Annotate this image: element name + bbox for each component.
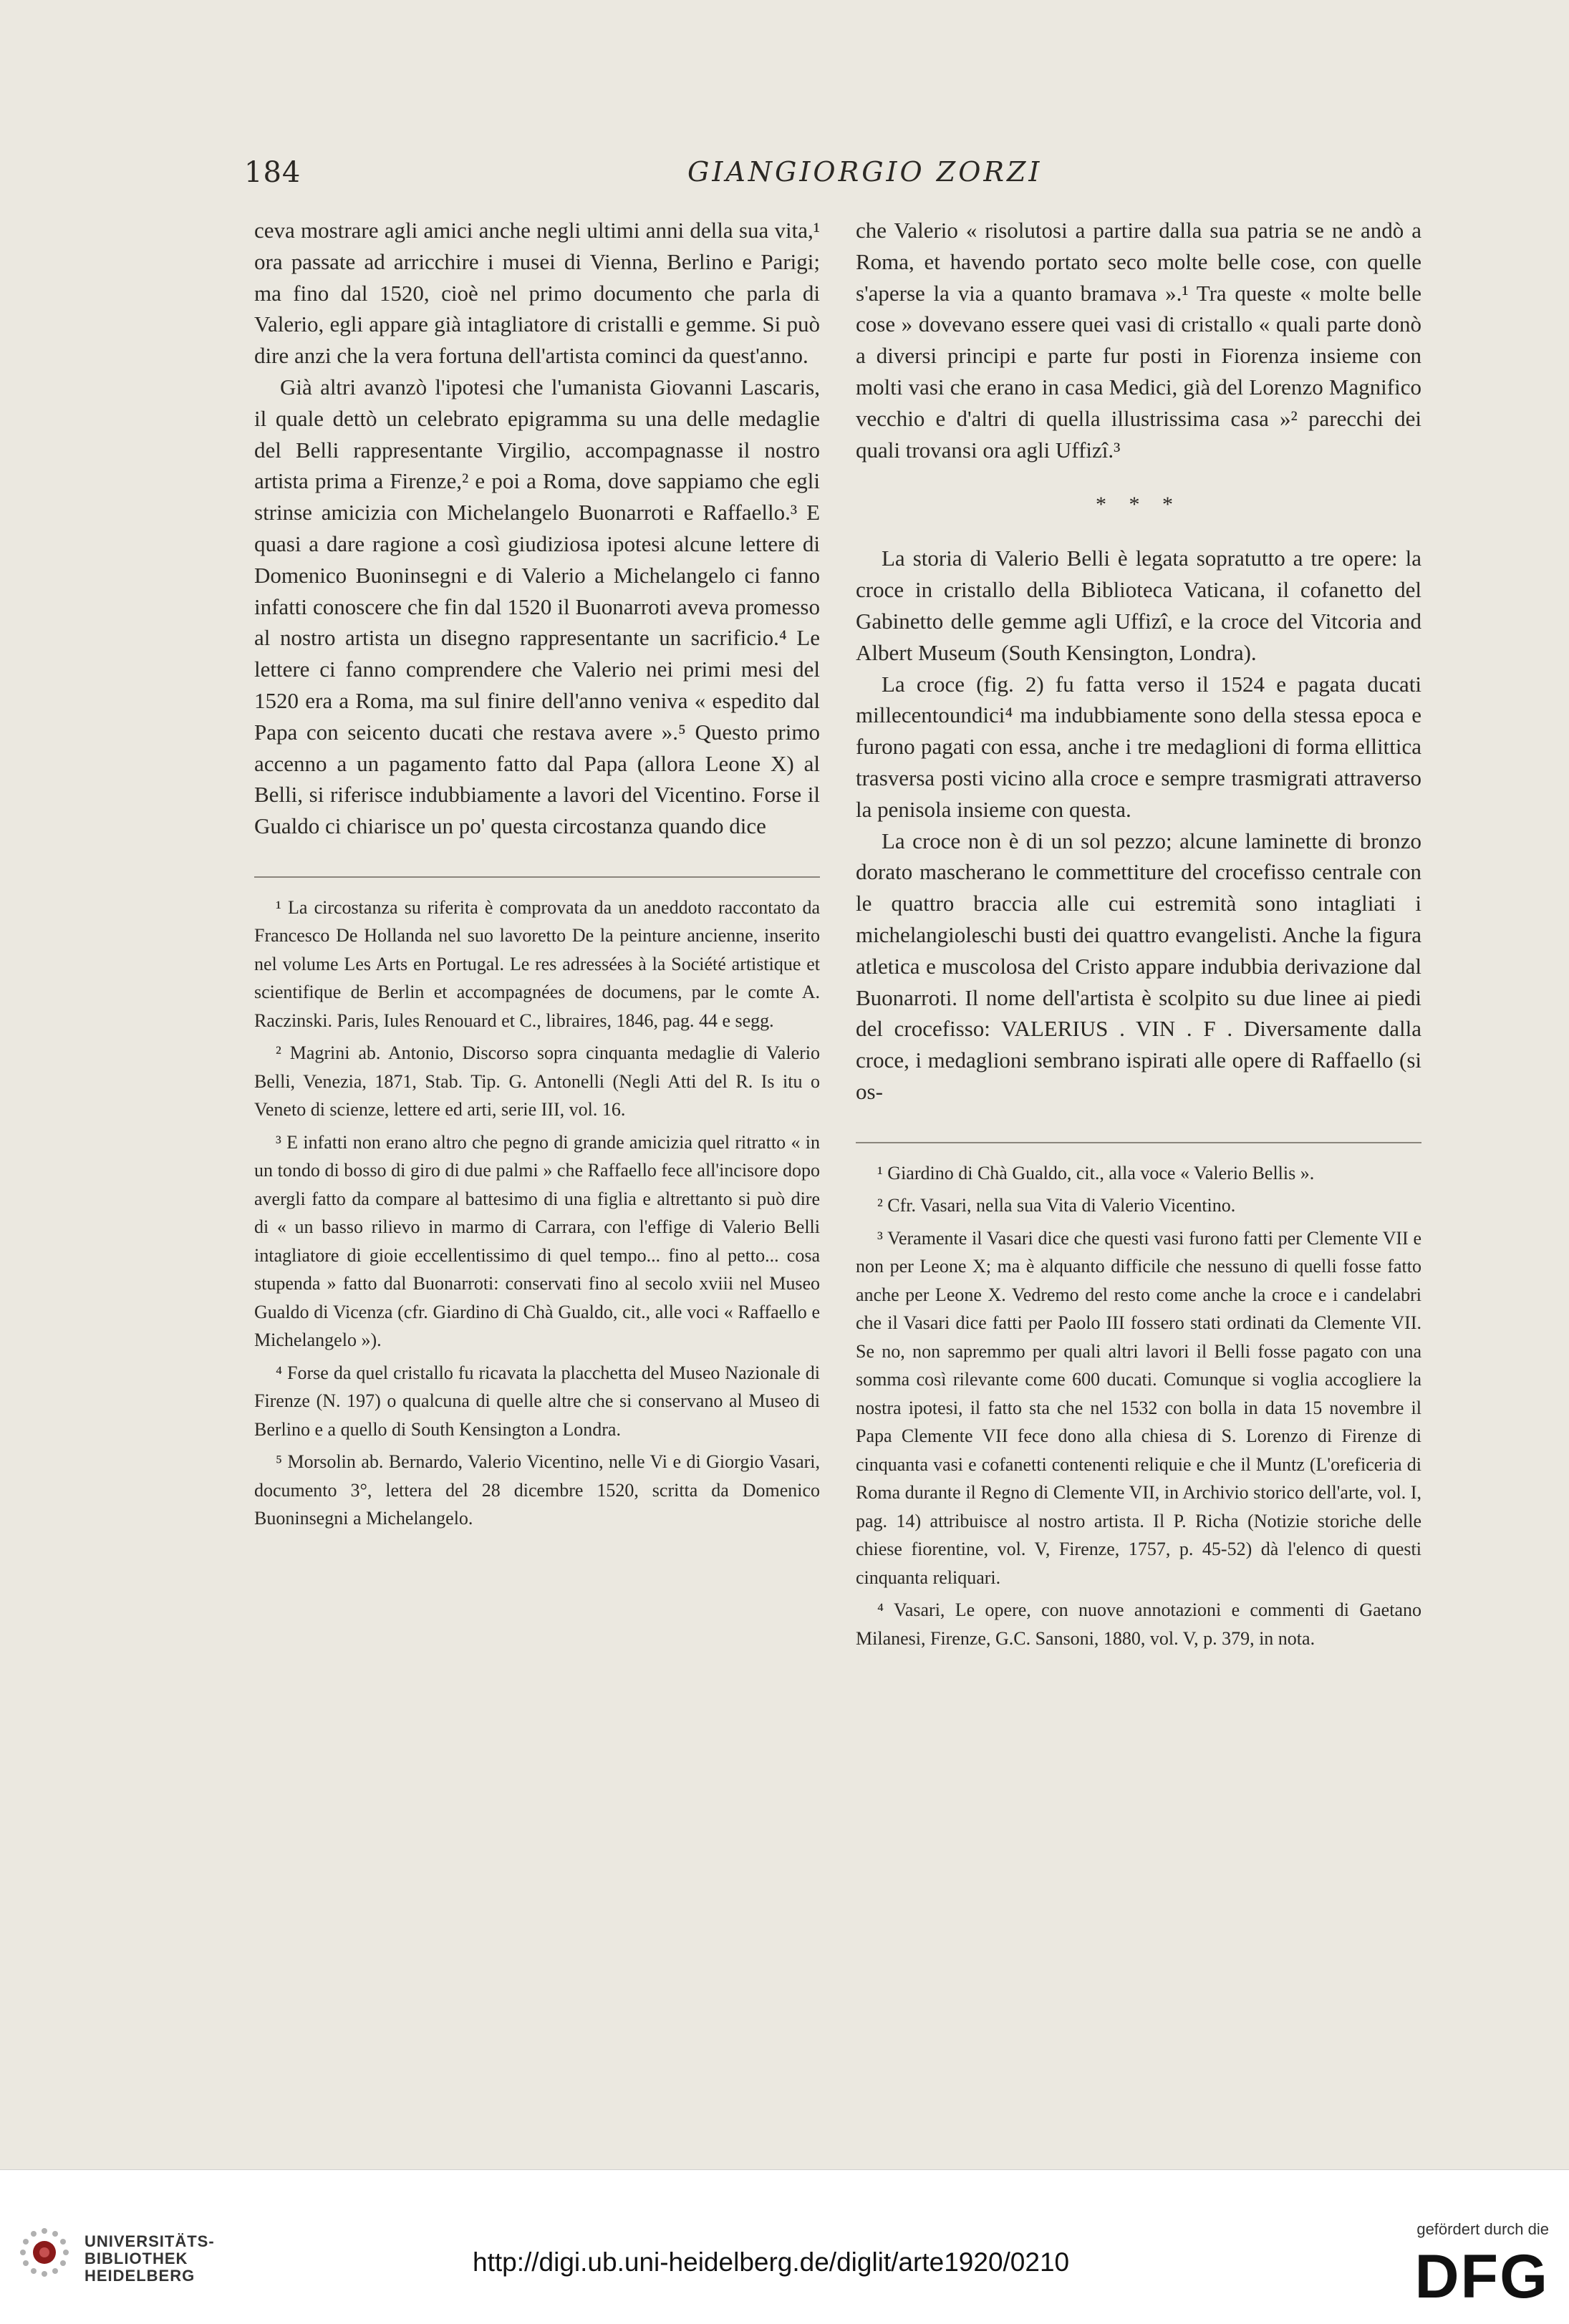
footnote: ⁴ Forse da quel cristallo fu ricavata la placchetta del Museo Nazionale di Firenze (N. 197) o qualcuna di quelle altre che si conservano al Museo di Berlino e a quello di South Kensington a Londra. (254, 1362, 820, 1440)
footnote-rule (254, 876, 820, 878)
footnote: ³ Veramente il Vasari dice che questi vasi furono fatti per Clemente VII e non per Leone X; ma è alquanto difficile che nessuno di quelli fosse fatto anche per Leone X. Vedremo del resto come anche la croce e i candelabri che il Vasari dice fatti per Paolo III fossero stati ordinati da Clemente VII. Se no, non sapremmo per quali altri lavori il Belli fosse pagato con una somma così rilevante come 600 ducati. Comunque si voglia accogliere la nostra ipotesi, il fatto sta che nel 1532 con bolla in data 15 novembre il Papa Clemente VII fece dono alla chiesa di S. Lorenzo di Firenze di cinquanta vasi e cofanetti contenenti reliquie e che il Muntz (L'oreficeria di Roma durante il Regno di Clemente VII, in Archivio storico dell'arte, vol. I, pag. 14) attribuisce al nostro artista. Il P. Richa (Notizie storiche delle chiese fiorentine, vol. V, Firenze, 1757, p. 45-52) dà l'elenco di questi cinquanta reliquari. (856, 1227, 1421, 1588)
section-separator: * * * (1096, 493, 1182, 517)
body-paragraph: La croce (fig. 2) fu fatta verso il 1524 e pagata ducati millecentoundici⁴ ma indubbiamente sono della stessa epoca e furono pagati con essa, anche i tre medaglioni di forma ellittica trasversa posti vicino alla croce e sempre trasmigrati attraverso la penisola insieme con questa. (856, 671, 1421, 822)
left-body-text (254, 215, 820, 842)
page-number: 184 (244, 156, 301, 189)
body-paragraph: ceva mostrare agli amici anche negli ultimi anni della sua vita,¹ ora passate ad arricchire i musei di Vienna, Berlino e Parigi; ma fino dal 1520, cioè nel primo documento che parla di Valerio, egli appare già intagliatore di cristalli e gemme. Si può dire anzi che la vera fortuna dell'artista cominci da quest'anno. (254, 218, 820, 369)
footnote: ¹ La circostanza su riferita è comprovata da un aneddoto raccontato da Francesco De Hollanda nel suo lavoretto De la peinture ancienne, inserito nel volume Les Arts en Portugal. Le res adressées à la Société artistique et scientifique de Berlin et accompagnées de documens, par le comte A. Raczinski. Paris, Iules Renouard et C., libraires, 1846, pag. 44 e segg. (254, 896, 820, 1031)
right-footnotes (856, 1159, 1421, 1653)
footnote: ³ E infatti non erano altro che pegno di grande amicizia quel ritratto « in un tondo di bosso di giro di due palmi » che Raffaello fece all'incisore dopo avergli fatto da compare al battesimo di una figlia e altrettanto si può dire di « un basso rilievo in marmo di Carrara, con l'effige di Valerio Belli intagliatore di gioie eccellentissimo di quel tempo... fino al petto... cosa stupenda » fatto dal Buonarroti: conservati fino al secolo xviii nel Museo Gualdo di Vicenza (cfr. Giardino di Chà Gualdo, cit., alle voci « Raffaello e Michelangelo »). (254, 1131, 820, 1351)
right-column (856, 215, 1421, 1657)
body-paragraph: La croce non è di un sol pezzo; alcune laminette di bronzo dorato mascherano le commettiture del crocefisso centrale con le quattro braccia alle cui estremità sono intagliati i michelangioleschi busti dei quattro evangelisti. Anche la figura atletica e muscolosa del Cristo appare indubbia derivazione dal Buonarroti. Il nome dell'artista è scolpito su due linee ai piedi del crocefisso: VALERIUS . VIN . F . Diversamente dalla croce, i medaglioni sembrano ispirati alle opere di Raffaello (si os- (856, 828, 1421, 1104)
funding-label: gefördert durch die (1416, 2220, 1549, 2238)
running-head (0, 156, 1569, 199)
body-paragraph: Già altri avanzò l'ipotesi che l'umanista Giovanni Lascaris, il quale dettò un celebrato epigramma su una delle medaglie del Belli rappresentante Virgilio, accompagnasse il nostro artista prima a Firenze,² e poi a Roma, dove sappiamo che egli strinse amicizia con Michelangelo Buonarroti e Raffaello.³ E quasi a dare ragione a così giudiziosa ipotesi alcune lettere di Domenico Buoninsegni e di Valerio a Michelangelo ci fanno infatti conoscere che fin dal 1520 il Buonarroti aveva promesso al nostro artista un disegno rappresentante un sacrificio.⁴ Le lettere ci fanno comprendere che Valerio nei primi mesi del 1520 era a Roma, ma sul finire dell'anno veniva « espedito dal Papa con seicento ducati che restava avere ».⁵ Questo primo accenno a un pagamento fatto dal Papa (allora Leone X) al Belli, si riferisce indubbiamente a lavori del Vicentino. Forse il Gualdo ci chiarisce un po' questa circostanza quando dice (254, 374, 820, 839)
university-seal-icon (16, 2224, 73, 2281)
viewer-footer (0, 2169, 1569, 2324)
footnote: ² Cfr. Vasari, nella sua Vita di Valerio Vicentino. (877, 1195, 1236, 1216)
running-title: GIANGIORGIO ZORZI (687, 156, 1043, 188)
footnote: ⁴ Vasari, Le opere, con nuove annotazioni e commenti di Gaetano Milanesi, Firenze, G.C. Sansoni, 1880, vol. V, p. 379, in nota. (856, 1599, 1421, 1649)
footnote-rule (856, 1142, 1421, 1143)
library-name: UNIVERSITÄTS- BIBLIOTHEK HEIDELBERG (85, 2232, 215, 2285)
dfg-logo: DFG (1414, 2242, 1549, 2311)
footnote: ¹ Giardino di Chà Gualdo, cit., alla voce « Valerio Bellis ». (877, 1162, 1315, 1183)
right-body-text (856, 215, 1421, 1108)
left-footnotes (254, 894, 820, 1533)
footnote: ⁵ Morsolin ab. Bernardo, Valerio Vicentino, nelle Vi e di Giorgio Vasari, documento 3°, lettera del 28 dicembre 1520, scritta da Domenico Buoninsegni a Michelangelo. (254, 1451, 820, 1529)
left-column (254, 215, 820, 1537)
body-paragraph: che Valerio « risolutosi a partire dalla sua patria se ne andò a Roma, et havendo portato seco molte belle cose, con quelle s'aperse la via a quanto bramava ».¹ Tra queste « molte belle cose » dovevano essere quei vasi di cristallo « quali parte donò a diversi principi e parte fur posti in Fiorenza insieme con molti vasi che erano in casa Medici, già del Lorenzo Magnifico vecchio e d'altri di quella illustrissima casa »² parecchi dei quali trovansi ora agli Uffizî.³ (856, 218, 1421, 463)
footnote: ² Magrini ab. Antonio, Discorso sopra cinquanta medaglie di Valerio Belli, Venezia, 1871, Stab. Tip. G. Antonelli (Negli Atti del R. Is itu o Veneto di scienze, lettere ed arti, serie III, vol. 16. (254, 1042, 820, 1120)
permalink-url[interactable]: http://digi.ub.uni-heidelberg.de/diglit/arte1920/0210 (473, 2247, 1070, 2277)
body-paragraph: La storia di Valerio Belli è legata sopratutto a tre opere: la croce in cristallo della Biblioteca Vaticana, il cofanetto del Gabinetto delle gemme agli Uffizî, e la croce del Vitcoria and Albert Museum (South Kensington, Londra). (856, 546, 1421, 665)
